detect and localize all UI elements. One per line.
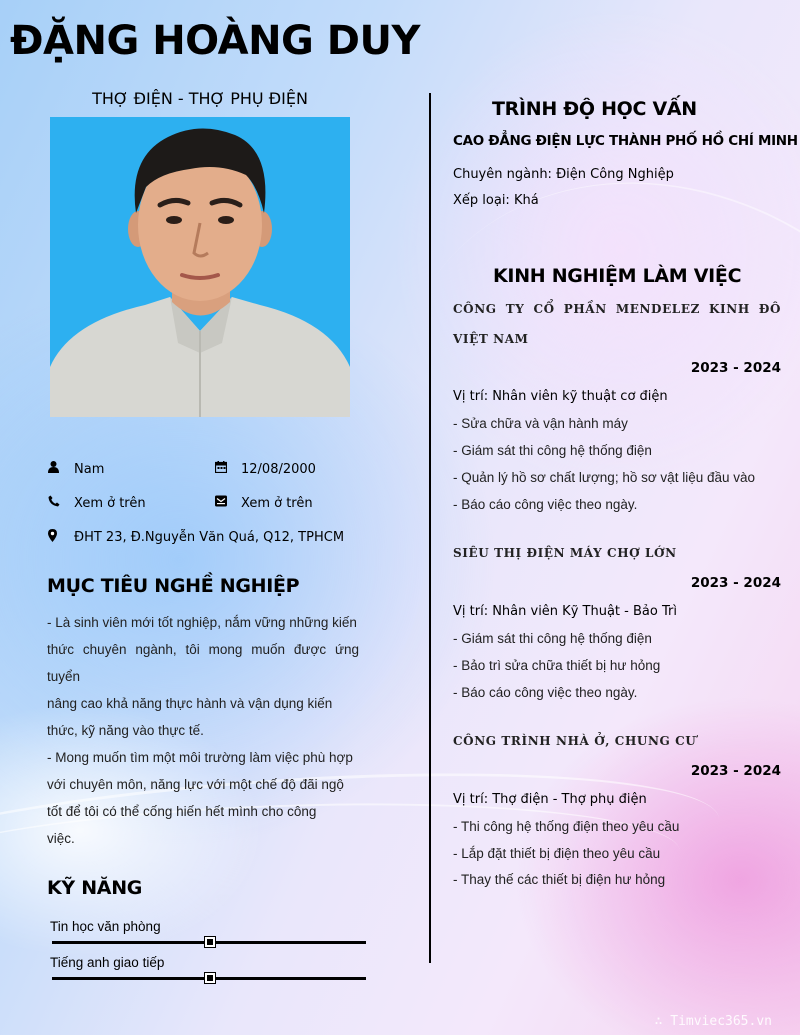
gender-row — [48, 461, 104, 477]
email-value: Xem ở trên — [241, 495, 313, 511]
job-period: 2023 - 2024 — [690, 763, 781, 779]
skill-level-handle — [205, 937, 215, 947]
objective-line: - Là sinh viên mới tốt nghiệp, nắm vững những kiến — [47, 615, 357, 630]
profile-photo — [50, 117, 350, 417]
birthday-value: 12/08/2000 — [241, 461, 316, 477]
objective-line: nâng cao khả năng thực hành và vận dụng kiến — [47, 696, 333, 711]
phone-row — [48, 495, 146, 511]
objective-text — [47, 609, 359, 852]
address-row — [48, 529, 344, 546]
watermark: ∴ Timviec365.vn — [654, 1014, 772, 1029]
job-task: - Giám sát thi công hệ thống điện — [453, 443, 652, 458]
phone-icon — [48, 495, 74, 511]
skill-label: Tiếng anh giao tiếp — [50, 955, 165, 970]
address-value: ĐHT 23, Đ.Nguyễn Văn Quá, Q12, TPHCM — [74, 530, 345, 545]
job-position: Vị trí: Nhân viên kỹ thuật cơ điện — [453, 389, 668, 404]
job-title: THỢ ĐIỆN - THỢ PHỤ ĐIỆN — [92, 89, 308, 108]
job-position: Vị trí: Thợ điện - Thợ phụ điện — [453, 792, 647, 807]
envelope-icon — [215, 495, 241, 511]
job-task: - Báo cáo công việc theo ngày. — [453, 685, 638, 700]
education-major: Chuyên ngành: Điện Công Nghiệp — [453, 167, 674, 182]
job-task: - Báo cáo công việc theo ngày. — [453, 497, 638, 512]
job-position: Vị trí: Nhân viên Kỹ Thuật - Bảo Trì — [453, 604, 677, 619]
candidate-name: ĐẶNG HOÀNG DUY — [10, 18, 420, 64]
education-heading: TRÌNH ĐỘ HỌC VẤN — [492, 98, 697, 120]
skill-label: Tin học văn phòng — [50, 919, 161, 934]
objective-line: tốt để tôi có thể cống hiến hết mình cho công — [47, 804, 317, 819]
email-row — [215, 495, 313, 511]
job-company: CÔNG TY CỔ PHẦN MENDELEZ KINH ĐÔ VIỆT NAM — [453, 302, 781, 346]
objective-line: thức, kỹ năng vào thực tế. — [47, 723, 204, 738]
objective-line: việc. — [47, 831, 75, 846]
job-company: SIÊU THỊ ĐIỆN MÁY CHỢ LỚN — [453, 546, 677, 560]
birthday-row — [215, 461, 316, 477]
skills-heading: KỸ NĂNG — [47, 877, 143, 899]
job-period: 2023 - 2024 — [690, 575, 781, 591]
gender-value: Nam — [74, 461, 105, 477]
job-task: - Quản lý hồ sơ chất lượng; hồ sơ vật liệu đầu vào — [453, 470, 756, 485]
job-task: - Lắp đặt thiết bị điện theo yêu cầu — [453, 846, 661, 861]
objective-heading: MỤC TIÊU NGHỀ NGHIỆP — [47, 575, 300, 597]
objective-line: với chuyên môn, năng lực với một chế độ đãi ngộ — [47, 777, 344, 792]
job-task: - Thay thế các thiết bị điện hư hỏng — [453, 872, 666, 887]
job-task: - Giám sát thi công hệ thống điện — [453, 631, 652, 646]
job-task: - Bảo trì sửa chữa thiết bị hư hỏng — [453, 658, 661, 673]
experience-heading: KINH NGHIỆM LÀM VIỆC — [493, 265, 742, 287]
objective-line: thức chuyên ngành, tôi mong muốn được ứng tuyển — [47, 642, 359, 684]
user-icon — [48, 461, 74, 477]
skill-level-handle — [205, 973, 215, 983]
job-company: CÔNG TRÌNH NHÀ Ở, CHUNG CƯ — [453, 734, 697, 748]
calendar-icon — [215, 461, 241, 477]
education-school: CAO ĐẲNG ĐIỆN LỰC THÀNH PHỐ HỒ CHÍ MINH — [453, 133, 798, 149]
job-task: - Sửa chữa và vận hành máy — [453, 416, 628, 431]
job-period: 2023 - 2024 — [690, 360, 781, 376]
job-task: - Thi công hệ thống điện theo yêu cầu — [453, 819, 680, 834]
objective-line: - Mong muốn tìm một môi trường làm việc phù hợp — [47, 750, 353, 765]
column-divider — [429, 93, 431, 963]
map-marker-icon — [48, 529, 74, 546]
phone-value: Xem ở trên — [74, 495, 146, 511]
education-grade: Xếp loại: Khá — [453, 193, 539, 208]
